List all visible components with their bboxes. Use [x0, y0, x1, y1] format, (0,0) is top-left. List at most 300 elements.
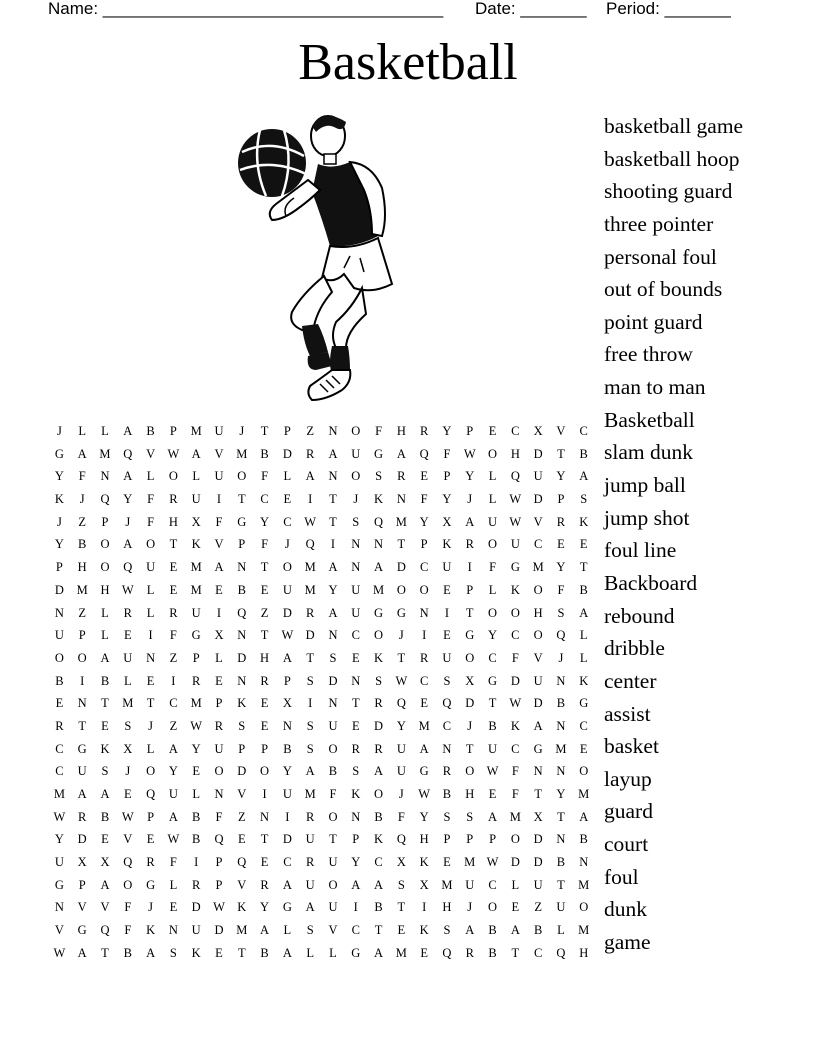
grid-letter: A: [282, 650, 292, 665]
grid-letter: F: [78, 469, 86, 484]
grid-letter: R: [214, 718, 224, 733]
grid-letter: E: [260, 855, 269, 870]
grid-letter: V: [146, 446, 156, 461]
grid-letter: A: [374, 560, 384, 575]
grid-letter: R: [465, 537, 474, 552]
grid-letter: A: [305, 900, 315, 915]
grid-letter: Y: [191, 741, 201, 756]
grid-letter: M: [236, 446, 248, 461]
grid-letter: D: [396, 560, 406, 575]
grid-letter: P: [147, 809, 155, 824]
grid-letter: C: [579, 718, 588, 733]
grid-letter: B: [100, 673, 110, 688]
grid-letter: T: [237, 945, 246, 960]
grid-letter: Z: [78, 514, 87, 529]
grid-letter: U: [533, 877, 543, 892]
grid-letter: P: [557, 492, 565, 507]
grid-letter: B: [260, 945, 269, 960]
grid-letter: U: [533, 673, 543, 688]
grid-letter: I: [216, 605, 222, 620]
grid-letter: N: [260, 809, 270, 824]
grid-letter: O: [260, 764, 270, 779]
grid-letter: L: [511, 877, 520, 892]
grid-letter: W: [418, 787, 431, 801]
grid-letter: G: [54, 877, 64, 892]
grid-letter: D: [282, 605, 292, 620]
grid-letter: O: [328, 741, 338, 756]
grid-letter: Y: [282, 764, 292, 779]
grid-letter: S: [375, 673, 383, 688]
grid-letter: E: [488, 424, 497, 438]
grid-letter: L: [488, 582, 497, 597]
grid-letter: K: [191, 537, 201, 552]
grid-row: [48, 445, 595, 468]
grid-letter: C: [533, 945, 543, 960]
grid-letter: L: [169, 877, 178, 892]
grid-letter: S: [375, 469, 383, 484]
grid-letter: H: [579, 945, 589, 960]
grid-letter: U: [488, 514, 498, 529]
grid-letter: L: [192, 469, 200, 484]
word-list-item: Backboard: [604, 570, 698, 595]
grid-letter: F: [557, 582, 565, 597]
grid-letter: N: [328, 424, 338, 438]
grid-row: [48, 604, 595, 627]
grid-letter: Y: [54, 469, 64, 484]
word-list-item: foul: [604, 864, 639, 889]
grid-letter: A: [488, 809, 498, 824]
grid-letter: K: [237, 900, 247, 915]
grid-letter: G: [77, 741, 87, 756]
grid-letter: D: [237, 764, 247, 779]
grid-letter: A: [351, 877, 361, 892]
grid-letter: T: [511, 945, 520, 960]
grid-letter: I: [80, 673, 85, 688]
grid-letter: Q: [305, 537, 315, 552]
grid-letter: Z: [169, 650, 178, 665]
grid-letter: A: [260, 923, 270, 938]
grid-letter: N: [556, 673, 566, 688]
grid-letter: A: [328, 560, 338, 575]
grid-letter: T: [397, 900, 406, 915]
grid-letter: A: [374, 945, 384, 960]
grid-letter: E: [260, 582, 269, 597]
grid-letter: D: [305, 628, 315, 643]
grid-letter: S: [466, 809, 474, 824]
grid-letter: V: [328, 923, 338, 938]
grid-row: [48, 422, 595, 445]
grid-letter: W: [304, 514, 317, 529]
grid-letter: Q: [442, 945, 452, 960]
grid-letter: K: [442, 537, 452, 552]
word-list-item: point guard: [604, 309, 703, 334]
grid-letter: Y: [488, 628, 498, 643]
grid-letter: J: [125, 764, 131, 779]
grid-letter: E: [146, 832, 155, 847]
grid-letter: U: [123, 650, 133, 665]
grid-letter: B: [328, 764, 338, 779]
grid-letter: X: [214, 628, 224, 643]
grid-letter: B: [100, 809, 110, 824]
grid-letter: N: [328, 469, 338, 484]
grid-row: [48, 740, 595, 763]
grid-letter: U: [328, 855, 338, 870]
grid-letter: N: [351, 560, 361, 575]
grid-letter: N: [533, 764, 543, 779]
grid-letter: Z: [237, 809, 246, 824]
grid-letter: L: [557, 923, 565, 938]
grid-letter: D: [533, 492, 543, 507]
grid-letter: P: [215, 855, 223, 870]
grid-letter: M: [190, 582, 202, 597]
grid-letter: T: [465, 741, 474, 756]
grid-letter: S: [306, 718, 314, 733]
grid-letter: L: [146, 741, 155, 756]
grid-letter: R: [146, 855, 155, 870]
grid-letter: P: [443, 469, 451, 484]
grid-letter: O: [123, 877, 133, 892]
grid-letter: B: [260, 446, 269, 461]
grid-letter: S: [352, 764, 360, 779]
grid-letter: U: [191, 492, 201, 507]
grid-letter: W: [53, 809, 66, 824]
grid-letter: R: [305, 809, 315, 824]
grid-letter: E: [123, 628, 132, 643]
grid-letter: G: [351, 945, 361, 960]
grid-letter: G: [77, 923, 87, 938]
grid-letter: H: [419, 832, 429, 847]
grid-letter: E: [169, 582, 178, 597]
grid-letter: N: [237, 673, 247, 688]
grid-letter: P: [443, 832, 451, 847]
grid-letter: N: [351, 809, 361, 824]
grid-letter: W: [395, 673, 408, 688]
grid-letter: J: [467, 492, 473, 507]
grid-row: [48, 467, 595, 490]
grid-letter: E: [420, 469, 428, 484]
grid-letter: W: [281, 628, 294, 643]
grid-letter: I: [330, 537, 336, 552]
grid-letter: D: [510, 855, 520, 870]
grid-row: [48, 581, 595, 604]
grid-letter: K: [419, 855, 429, 870]
grid-letter: D: [328, 673, 338, 688]
grid-letter: W: [463, 446, 476, 461]
grid-letter: L: [123, 673, 132, 688]
grid-letter: R: [374, 696, 383, 711]
grid-letter: R: [192, 877, 201, 892]
grid-letter: O: [488, 446, 498, 461]
grid-letter: N: [146, 650, 156, 665]
grid-letter: O: [396, 582, 406, 597]
grid-letter: U: [305, 877, 315, 892]
grid-letter: W: [190, 718, 203, 733]
grid-letter: V: [533, 514, 543, 529]
date-field-label: Date: _______: [475, 0, 587, 18]
grid-letter: E: [443, 628, 451, 643]
grid-letter: P: [466, 582, 474, 597]
grid-letter: R: [351, 741, 360, 756]
grid-letter: E: [557, 537, 565, 552]
grid-letter: E: [511, 900, 520, 915]
grid-letter: Q: [510, 469, 520, 484]
grid-letter: B: [237, 582, 246, 597]
grid-letter: Y: [396, 718, 406, 733]
grid-letter: P: [489, 832, 497, 847]
grid-letter: D: [533, 446, 543, 461]
grid-letter: I: [171, 673, 176, 688]
grid-letter: N: [442, 741, 452, 756]
grid-letter: V: [100, 900, 110, 915]
grid-letter: K: [510, 718, 520, 733]
grid-letter: S: [169, 945, 177, 960]
grid-letter: A: [396, 446, 406, 461]
grid-letter: O: [465, 650, 475, 665]
grid-letter: A: [77, 945, 87, 960]
grid-letter: Q: [419, 446, 429, 461]
grid-letter: W: [167, 832, 180, 847]
grid-letter: U: [396, 741, 406, 756]
grid-letter: A: [579, 809, 589, 824]
grid-letter: F: [147, 514, 155, 529]
grid-letter: U: [191, 605, 201, 620]
grid-letter: A: [168, 809, 178, 824]
grid-letter: R: [260, 673, 269, 688]
grid-letter: S: [443, 673, 451, 688]
grid-letter: C: [169, 696, 178, 711]
grid-letter: U: [305, 832, 315, 847]
word-list-item: guard: [604, 799, 653, 824]
word-list-item: basketball hoop: [604, 146, 740, 171]
grid-letter: F: [420, 492, 428, 507]
grid-letter: P: [55, 560, 63, 575]
grid-letter: Z: [169, 718, 178, 733]
grid-row: [48, 626, 595, 649]
grid-letter: A: [146, 945, 156, 960]
grid-letter: J: [148, 900, 154, 915]
grid-letter: R: [169, 605, 178, 620]
grid-letter: A: [533, 718, 543, 733]
grid-row: [48, 762, 595, 785]
grid-letter: F: [511, 787, 519, 801]
grid-letter: S: [124, 718, 132, 733]
grid-letter: X: [442, 514, 452, 529]
grid-letter: X: [533, 809, 543, 824]
grid-letter: N: [214, 787, 224, 801]
grid-letter: B: [192, 809, 201, 824]
grid-letter: E: [169, 560, 178, 575]
grid-letter: L: [488, 492, 497, 507]
grid-letter: D: [191, 900, 201, 915]
grid-letter: S: [329, 650, 337, 665]
grid-letter: O: [282, 560, 292, 575]
grid-letter: P: [261, 741, 269, 756]
grid-letter: L: [146, 605, 155, 620]
grid-letter: F: [397, 809, 405, 824]
grid-letter: J: [56, 514, 62, 529]
grid-letter: M: [236, 923, 248, 938]
grid-letter: N: [556, 764, 566, 779]
grid-row: [48, 898, 595, 921]
grid-letter: R: [397, 469, 406, 484]
grid-letter: Y: [260, 514, 270, 529]
grid-letter: M: [53, 787, 65, 801]
grid-letter: N: [556, 718, 566, 733]
grid-letter: U: [396, 764, 406, 779]
grid-letter: N: [328, 628, 338, 643]
word-list-item: layup: [604, 766, 652, 791]
grid-letter: J: [558, 650, 564, 665]
grid-letter: O: [579, 764, 589, 779]
word-list-item: dribble: [604, 636, 665, 661]
grid-letter: A: [100, 877, 110, 892]
name-field-label: Name: ____________________________________: [48, 0, 444, 18]
grid-letter: T: [101, 945, 109, 960]
grid-letter: F: [169, 628, 177, 643]
grid-letter: F: [489, 560, 497, 575]
grid-letter: W: [486, 764, 499, 779]
grid-letter: O: [374, 787, 384, 801]
grid-letter: W: [486, 855, 499, 870]
grid-letter: B: [374, 900, 383, 915]
grid-letter: G: [191, 628, 201, 643]
grid-letter: N: [54, 900, 64, 915]
grid-letter: Q: [123, 560, 133, 575]
grid-row: [48, 558, 595, 581]
grid-letter: Z: [306, 424, 314, 438]
grid-row: [48, 694, 595, 717]
grid-letter: C: [511, 628, 520, 643]
grid-row: [48, 649, 595, 672]
grid-letter: O: [488, 605, 498, 620]
grid-letter: P: [215, 877, 223, 892]
grid-letter: L: [329, 945, 337, 960]
grid-row: [48, 490, 595, 513]
grid-letter: O: [146, 537, 156, 552]
grid-letter: T: [169, 537, 178, 552]
grid-letter: P: [238, 741, 246, 756]
grid-letter: O: [100, 537, 110, 552]
grid-letter: I: [216, 492, 222, 507]
grid-letter: A: [100, 787, 110, 801]
grid-letter: F: [169, 855, 177, 870]
grid-letter: R: [169, 492, 178, 507]
grid-letter: W: [509, 514, 522, 529]
grid-letter: R: [556, 514, 566, 529]
grid-letter: E: [488, 787, 497, 801]
word-list-item: jump shot: [604, 505, 690, 530]
grid-letter: E: [283, 492, 292, 507]
word-list-item: basketball game: [604, 114, 744, 138]
grid-letter: S: [306, 923, 314, 938]
grid-letter: I: [444, 605, 450, 620]
grid-row: [48, 535, 595, 558]
grid-letter: M: [509, 809, 521, 824]
grid-letter: L: [488, 469, 497, 484]
grid-letter: G: [374, 446, 384, 461]
grid-letter: D: [533, 696, 543, 711]
period-field-label: Period: _______: [606, 0, 731, 18]
grid-letter: A: [191, 446, 201, 461]
grid-letter: Y: [54, 832, 64, 847]
grid-letter: I: [194, 855, 199, 870]
grid-letter: S: [306, 673, 314, 688]
grid-letter: V: [533, 650, 543, 665]
grid-letter: B: [533, 923, 543, 938]
grid-letter: W: [509, 696, 522, 711]
grid-letter: J: [467, 900, 473, 915]
header-line: [48, 0, 748, 20]
grid-letter: U: [77, 764, 87, 779]
grid-letter: M: [578, 923, 590, 938]
grid-letter: U: [351, 605, 361, 620]
grid-letter: K: [374, 650, 384, 665]
grid-letter: L: [283, 469, 292, 484]
grid-letter: G: [282, 900, 292, 915]
word-list-item: free throw: [604, 342, 693, 367]
grid-letter: L: [146, 469, 155, 484]
grid-letter: M: [418, 718, 430, 733]
grid-letter: U: [214, 741, 224, 756]
grid-letter: L: [215, 650, 223, 665]
grid-letter: G: [533, 741, 543, 756]
grid-letter: O: [77, 650, 87, 665]
grid-letter: Y: [556, 560, 566, 575]
grid-letter: S: [443, 809, 451, 824]
grid-letter: M: [76, 582, 88, 597]
basketball-player-icon: [232, 108, 404, 404]
grid-letter: E: [215, 945, 223, 960]
grid-letter: A: [465, 514, 475, 529]
grid-row: [48, 808, 595, 831]
grid-letter: C: [419, 560, 429, 575]
grid-letter: H: [510, 446, 520, 461]
grid-letter: C: [579, 424, 588, 438]
grid-letter: A: [123, 537, 133, 552]
grid-letter: E: [397, 923, 406, 938]
grid-letter: M: [122, 696, 134, 711]
grid-letter: V: [214, 537, 224, 552]
grid-letter: U: [533, 469, 543, 484]
grid-letter: U: [191, 923, 201, 938]
word-list-item: jump ball: [604, 473, 686, 498]
grid-letter: R: [305, 605, 315, 620]
grid-letter: C: [533, 537, 543, 552]
grid-letter: O: [168, 469, 178, 484]
grid-letter: T: [557, 877, 565, 892]
grid-letter: Q: [123, 446, 133, 461]
grid-letter: R: [123, 605, 132, 620]
grid-letter: T: [374, 923, 383, 938]
grid-letter: L: [78, 424, 87, 438]
grid-letter: V: [123, 832, 133, 847]
grid-letter: X: [191, 514, 201, 529]
grid-letter: M: [395, 945, 407, 960]
grid-letter: Y: [260, 900, 270, 915]
grid-letter: T: [146, 696, 155, 711]
grid-letter: X: [77, 855, 87, 870]
grid-letter: H: [465, 787, 475, 801]
grid-letter: M: [304, 582, 316, 597]
grid-letter: I: [308, 696, 313, 711]
grid-letter: S: [352, 514, 360, 529]
grid-letter: Y: [123, 492, 133, 507]
grid-letter: D: [237, 650, 247, 665]
grid-letter: O: [510, 605, 520, 620]
grid-letter: C: [55, 741, 64, 756]
grid-letter: T: [351, 696, 360, 711]
grid-letter: G: [374, 605, 384, 620]
